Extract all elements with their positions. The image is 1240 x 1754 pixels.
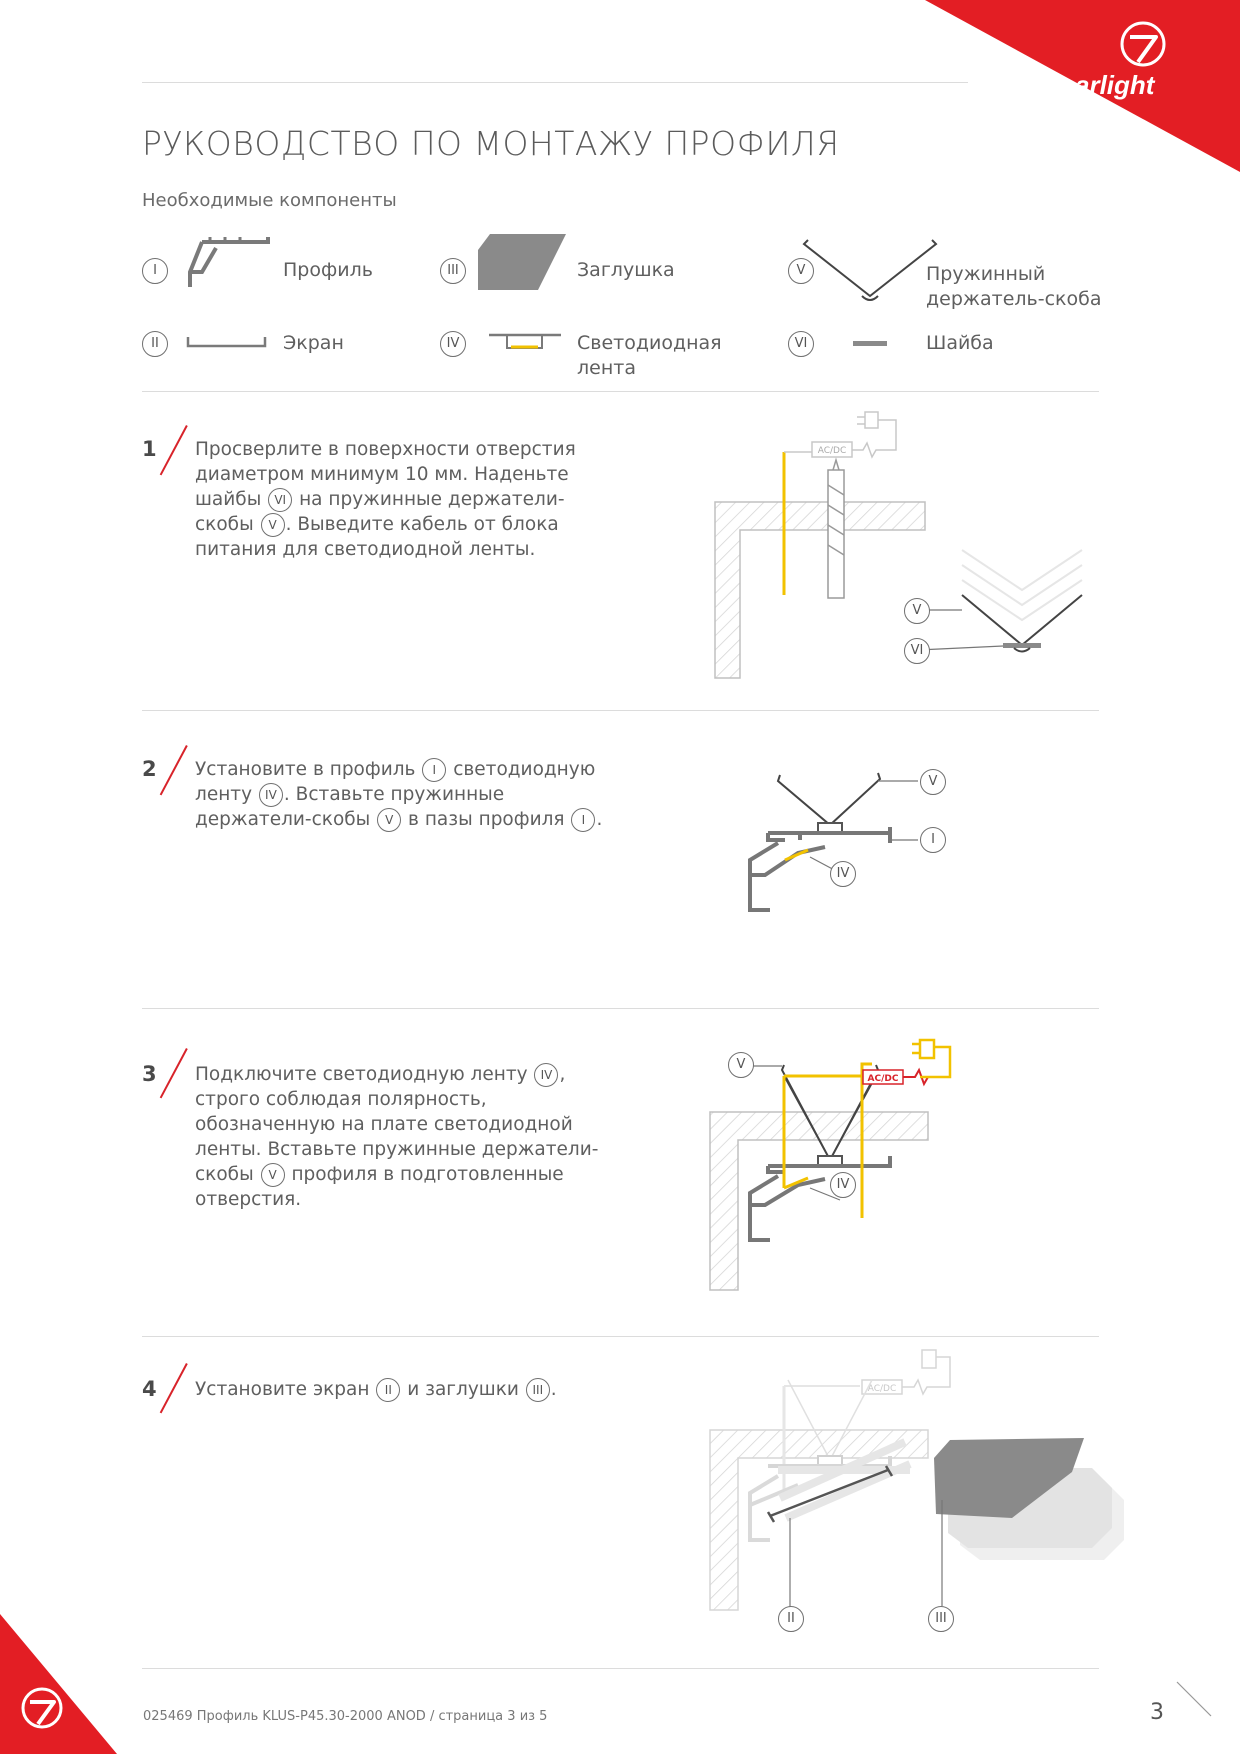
step-2-ref-i-2: I <box>571 808 595 832</box>
component-label-screen: Экран <box>283 332 344 354</box>
step-1-text: Просверлите в поверхности отверстия диаметром минимум 10 мм. Наденьте шайбы VI на пружинные держатели-скобы V . Выведите кабель от блока питания для светодиодной ленты. <box>195 439 576 560</box>
led-strip-icon <box>487 332 567 354</box>
profile-icon <box>180 232 280 292</box>
section-divider-4 <box>142 1336 1099 1337</box>
step-4-psu-label: AC/DC <box>867 1384 897 1394</box>
page-number: 3 <box>1150 1700 1164 1725</box>
step-1-illustration <box>700 410 1180 670</box>
step-2-callout-iv: IV <box>830 861 856 887</box>
step-3-psu-label: AC/DC <box>867 1074 899 1084</box>
step-2-callout-i: I <box>920 827 946 853</box>
component-numeral-iv: IV <box>440 331 466 357</box>
step-3-slash <box>160 1048 188 1098</box>
step-1-ref-vi: VI <box>268 488 292 512</box>
step-2-text: Установите в профиль I светодиодную ленту IV . Вставьте пружинные держатели-скобы V в пазы профиля I . <box>195 759 603 830</box>
step-2-slash <box>160 745 188 795</box>
component-label-end-cap: Заглушка <box>577 259 675 281</box>
footer-rule <box>142 1668 1099 1669</box>
step-4-ref-iii: III <box>526 1378 550 1402</box>
step-4-illustration <box>700 1340 1130 1620</box>
step-2-callout-v: V <box>920 769 946 795</box>
component-numeral-vi: VI <box>788 331 814 357</box>
step-2-ref-v: V <box>377 808 401 832</box>
step-3-ref-iv: IV <box>534 1063 558 1087</box>
footer-text: 025469 Профиль KLUS-P45.30-2000 ANOD / страница 3 из 5 <box>143 1709 548 1724</box>
component-numeral-v: V <box>788 258 814 284</box>
step-2-ref-i: I <box>422 758 446 782</box>
component-label-led-strip: Светодиодная лента <box>577 332 722 379</box>
step-1-number: 1 <box>142 437 157 461</box>
step-1-callout-v: V <box>904 598 930 624</box>
step-3-callout-v: V <box>728 1052 754 1078</box>
component-numeral-i: I <box>142 258 168 284</box>
step-4-ref-ii: II <box>376 1378 400 1402</box>
components-heading: Необходимые компоненты <box>142 190 397 211</box>
section-divider-1 <box>142 391 1099 392</box>
step-4-callout-ii: II <box>778 1606 804 1632</box>
step-2-ref-iv: IV <box>259 783 283 807</box>
step-1-callout-vi: VI <box>904 638 930 664</box>
step-4-callout-iii: III <box>928 1606 954 1632</box>
step-2-number: 2 <box>142 757 157 781</box>
washer-icon <box>853 340 893 350</box>
step-4-slash <box>160 1363 188 1413</box>
section-divider-3 <box>142 1008 1099 1009</box>
brand-logo-text: arlight <box>1075 70 1155 100</box>
brand-corner-bottom <box>0 1594 200 1754</box>
component-numeral-iii: III <box>440 258 466 284</box>
step-4-number: 4 <box>142 1377 157 1401</box>
component-label-profile: Профиль <box>283 259 373 281</box>
component-label-washer: Шайба <box>926 332 994 354</box>
component-label-spring-bracket: Пружинный держатель-скоба <box>926 263 1102 310</box>
step-3-number: 3 <box>142 1062 157 1086</box>
step-3-ref-v: V <box>261 1163 285 1187</box>
page-title: РУКОВОДСТВО ПО МОНТАЖУ ПРОФИЛЯ <box>142 124 840 163</box>
step-4-text: Установите экран II и заглушки III . <box>195 1379 557 1400</box>
header-rule <box>142 82 968 83</box>
step-3-callout-iv: IV <box>830 1172 856 1198</box>
screen-icon <box>185 334 275 354</box>
step-3-text: Подключите светодиодную ленту IV , строго соблюдая полярность, обозначенную на плате светодиодной ленты. Вставьте пружинные держатели-скобы V профиля в подготовленные отверстия. <box>195 1064 599 1210</box>
step-2-illustration <box>740 765 1000 935</box>
component-numeral-ii: II <box>142 331 168 357</box>
step-1-ref-v: V <box>261 513 285 537</box>
step-1-slash <box>160 425 188 475</box>
spring-bracket-icon <box>800 238 940 308</box>
step-1-psu-label: AC/DC <box>817 446 847 456</box>
section-divider-2 <box>142 710 1099 711</box>
end-cap-icon <box>476 232 576 292</box>
page-corner-mark <box>1175 1680 1215 1720</box>
